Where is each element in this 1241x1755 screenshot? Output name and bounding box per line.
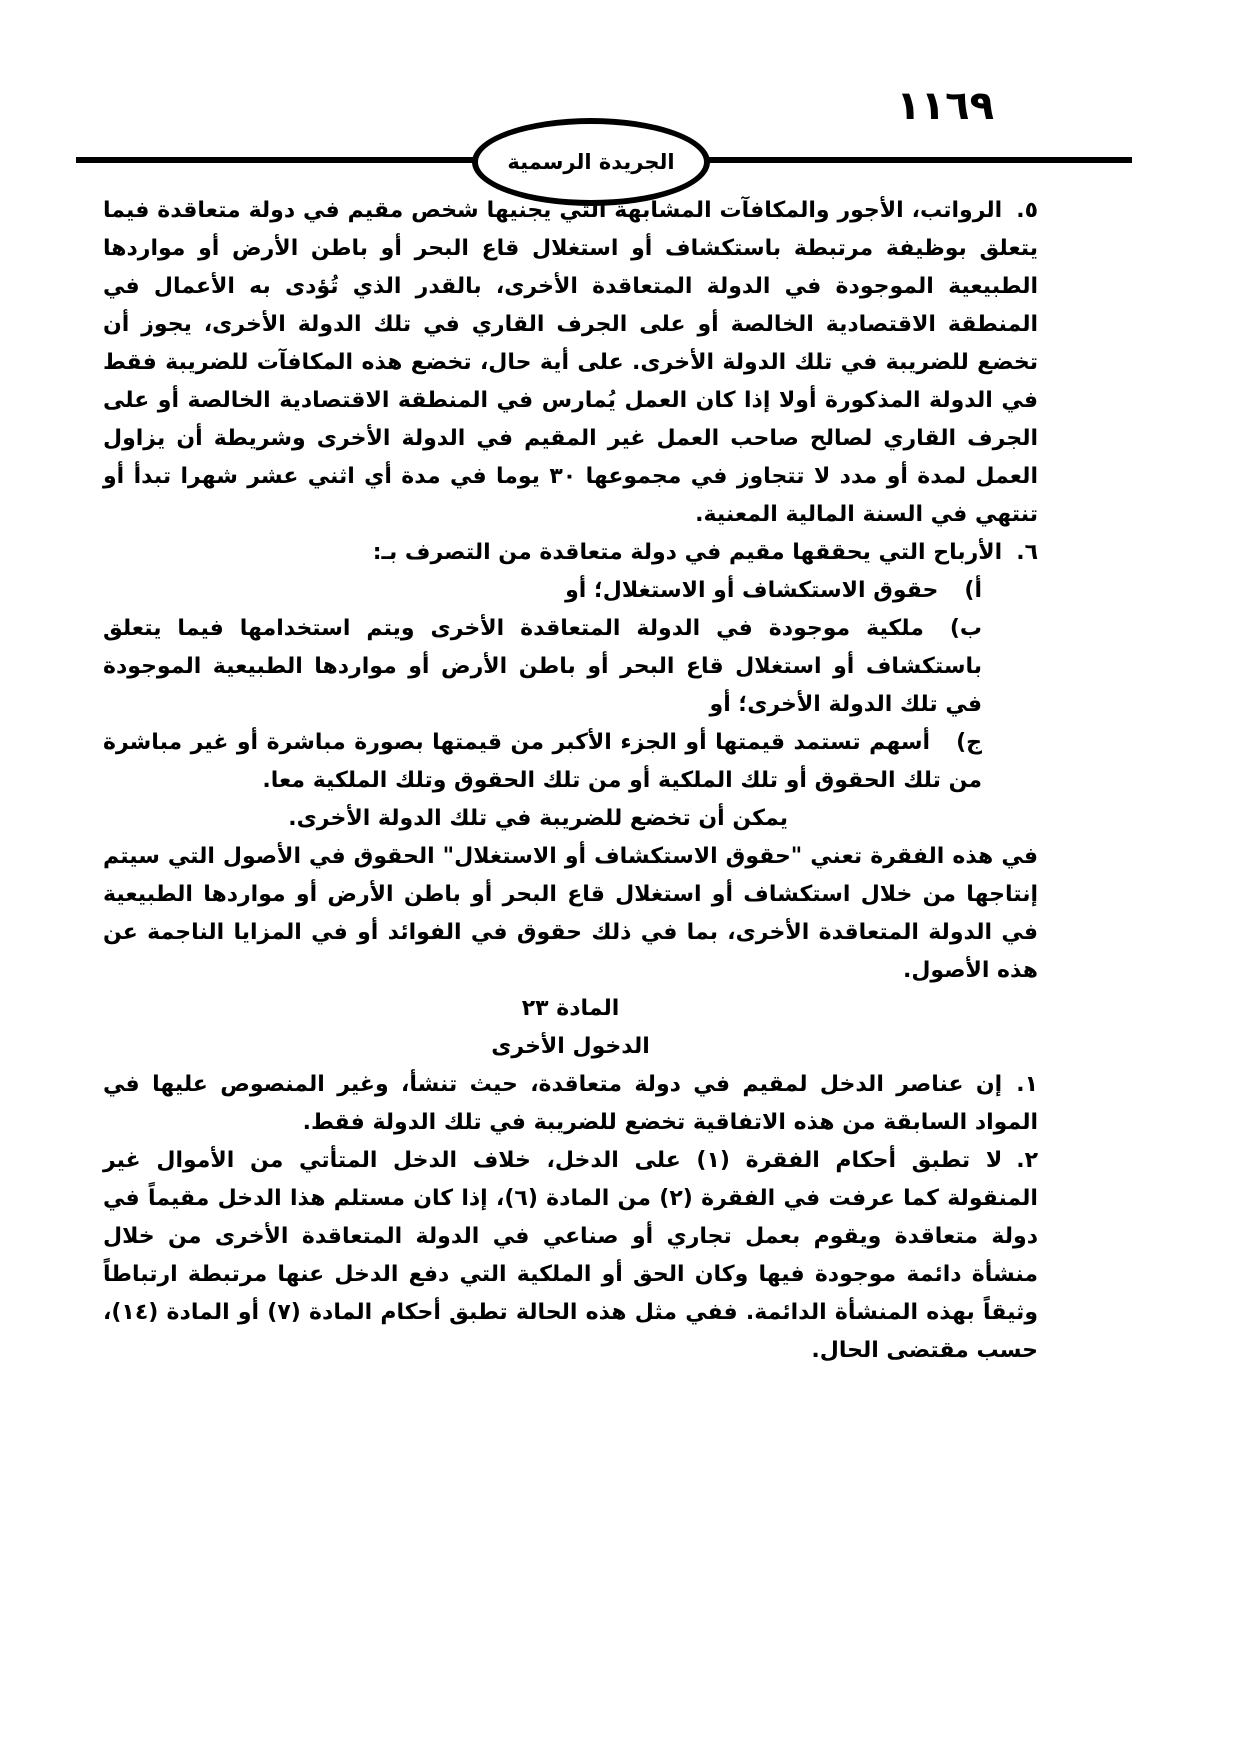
clause-1 — [103, 1066, 1038, 1142]
sub-item-c — [103, 724, 1038, 800]
sub-item-b — [103, 610, 1038, 724]
clause-6-number: ٦. — [1016, 540, 1038, 565]
gazette-badge-label: الجريدة الرسمية — [507, 150, 675, 174]
definition-paragraph: في هذه الفقرة تعني "حقوق الاستكشاف أو الاستغلال" الحقوق في الأصول التي سيتم إنتاجها من خلال استكشاف أو استغلال قاع البحر أو باطن الأرض أو مواردها الطبيعية في الدولة المتعاقدة الأخرى، بما في ذلك حقوق في الفوائد أو في المزايا الناجمة عن هذه الأصول. — [103, 844, 1038, 983]
clause-5-text: الرواتب، الأجور والمكافآت المشابهة التي يجنيها شخص مقيم في دولة متعاقدة فيما يتعلق بوظيفة مرتبطة باستكشاف أو استغلال قاع البحر أو باطن الأرض أو مواردها الطبيعية الموجودة في الدولة المتعاقدة الأخرى، بالقدر الذي تُؤدى به الأعمال في المنطقة الاقتصادية الخالصة أو على الجرف القاري في تلك الدولة الأخرى، يجوز أن تخضع للضريبة في تلك الدولة الأخرى. على أية حال، تخضع هذه المكافآت للضريبة فقط في الدولة المذكورة أولا إذا كان العمل يُمارس في المنطقة الاقتصادية الخالصة أو على الجرف القاري لصالح صاحب العمل غير المقيم في الدولة الأخرى وشريطة أن يزاول العمل لمدة أو مدد لا تتجاوز في مجموعها ٣٠ يوما في مدة أي اثني عشر شهرا تبدأ أو تنتهي في السنة المالية المعنية. — [103, 198, 1038, 527]
article-title-heading: الدخول الأخرى — [491, 1034, 650, 1059]
sub-item-b-marker: ب) — [949, 616, 982, 641]
clause-2 — [103, 1142, 1038, 1370]
article-number-heading: المادة ٢٣ — [521, 996, 620, 1021]
sub-item-c-marker: ج) — [956, 730, 982, 755]
clause-5 — [103, 192, 1038, 534]
clause-2-number: ٢. — [1016, 1148, 1038, 1173]
page-number: ١١٦٩ — [896, 83, 994, 129]
tax-line: يمكن أن تخضع للضريبة في تلك الدولة الأخرى. — [288, 806, 788, 831]
clause-5-number: ٥. — [1016, 198, 1038, 223]
sub-item-c-text: أسهم تستمد قيمتها أو الجزء الأكبر من قيمتها بصورة مباشرة أو غير مباشرة من تلك الحقوق أو تلك الملكية أو من تلك الحقوق وتلك الملكية معا. — [103, 730, 982, 793]
clause-6-text: الأرباح التي يحققها مقيم في دولة متعاقدة من التصرف بـ: — [372, 540, 1003, 565]
clause-6 — [103, 534, 1038, 572]
sub-item-a — [103, 572, 1038, 610]
clause-1-number: ١. — [1016, 1072, 1038, 1097]
sub-item-a-marker: أ) — [964, 578, 982, 603]
sub-item-b-text: ملكية موجودة في الدولة المتعاقدة الأخرى ويتم استخدامها فيما يتعلق باستكشاف أو استغلال قاع البحر أو باطن الأرض أو مواردها الطبيعية الموجودة في تلك الدولة الأخرى؛ أو — [103, 616, 982, 717]
sub-item-a-text: حقوق الاستكشاف أو الاستغلال؛ أو — [565, 578, 939, 603]
clause-2-text: لا تطبق أحكام الفقرة (١) على الدخل، خلاف الدخل المتأتي من الأموال غير المنقولة كما عرفت في الفقرة (٢) من المادة (٦)، إذا كان مستلم هذا الدخل مقيماً في دولة متعاقدة ويقوم بعمل تجاري أو صناعي في الدولة المتعاقدة الأخرى من خلال منشأة دائمة موجودة فيها وكان الحق أو الملكية التي دفع الدخل عنها مرتبطة ارتباطاً وثيقاً بهذه المنشأة الدائمة. ففي مثل هذه الحالة تطبق أحكام المادة (٧) أو المادة (١٤)، حسب مقتضى الحال. — [103, 1148, 1038, 1363]
clause-1-text: إن عناصر الدخل لمقيم في دولة متعاقدة، حيث تنشأ، وغير المنصوص عليها في المواد السابقة من هذه الاتفاقية تخضع للضريبة في تلك الدولة فقط. — [103, 1072, 1038, 1135]
document-body — [103, 192, 1038, 1370]
